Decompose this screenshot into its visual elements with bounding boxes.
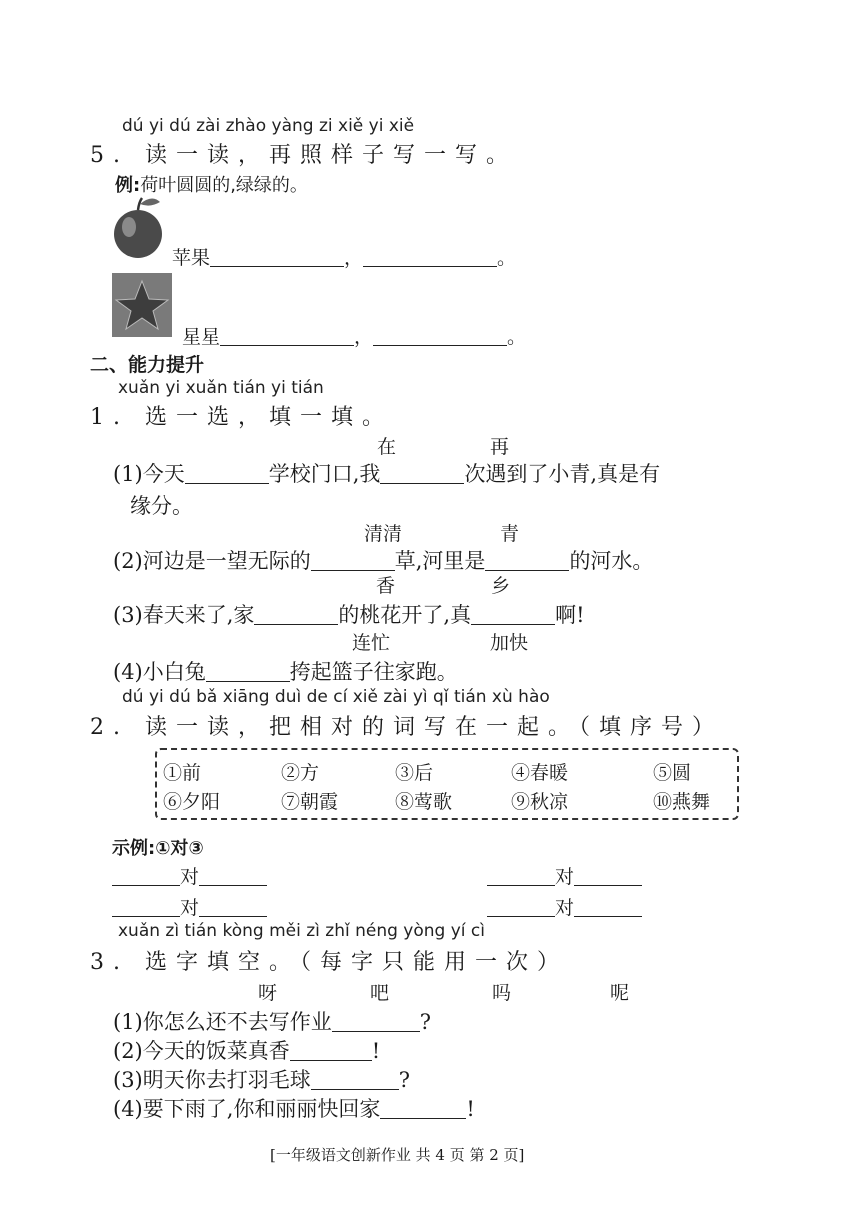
pair-row [112, 893, 267, 920]
q5-pinyin: dú yi dú zài zhào yàng zi xiě yi xiě [122, 116, 415, 136]
sentence-text: 的河水。 [569, 549, 654, 573]
sentence-text: (1)今天 [113, 462, 185, 486]
answer-blank[interactable] [380, 1098, 466, 1119]
sentence-text: 挎起篮子往家跑。 [289, 660, 458, 684]
sentence-text: 次遇到了小青,真是有 [464, 462, 661, 486]
pair-word: 对 [555, 897, 575, 919]
comma: ， [354, 326, 374, 348]
option: 加快 [490, 632, 529, 654]
period: 。 [497, 247, 517, 269]
sentence-text: (2)河边是一望无际的 [113, 549, 311, 573]
answer-blank[interactable] [471, 604, 555, 625]
pair-row [112, 862, 267, 889]
q3-sentence-2 [113, 1035, 380, 1065]
answer-blank[interactable] [185, 463, 269, 484]
option: 清清 [364, 523, 403, 545]
answer-blank[interactable] [311, 1069, 399, 1090]
sentence-end: ! [466, 1097, 475, 1121]
answer-blank[interactable] [574, 865, 642, 886]
sentence-text: (4)小白兔 [113, 660, 206, 684]
answer-blank[interactable] [363, 246, 497, 267]
answer-blank[interactable] [199, 896, 267, 917]
sentence-end: ? [419, 1010, 432, 1034]
answer-blank[interactable] [112, 865, 180, 886]
item-label: 星星 [182, 326, 221, 348]
apple-icon [112, 194, 164, 260]
answer-blank[interactable] [485, 550, 569, 571]
word-item: ⑨秋凉 [511, 791, 569, 813]
word-box [155, 748, 739, 820]
word-item: ⑧莺歌 [395, 791, 453, 813]
q2-pinyin: dú yi dú bǎ xiāng duì de cí xiě zài yì qǐ tián xù hào [122, 687, 550, 707]
q3-title: 3. 选字填空。（每字只能用一次） [90, 950, 568, 975]
sentence-1-cont: 缘分。 [130, 494, 193, 518]
sentence-3 [113, 599, 585, 629]
pair-row [487, 862, 642, 889]
item-label: 苹果 [172, 247, 211, 269]
word-item: ⑦朝霞 [281, 791, 339, 813]
answer-blank[interactable] [254, 604, 338, 625]
answer-blank[interactable] [112, 896, 180, 917]
option: 在 [377, 436, 397, 458]
sentence-text: 草,河里是 [394, 549, 486, 573]
option: 吗 [492, 982, 512, 1004]
section-title: 二、能力提升 [90, 354, 205, 376]
q3-sentence-4 [113, 1093, 475, 1123]
q2-example: 示例:①对③ [112, 838, 204, 859]
option: 青 [500, 523, 520, 545]
q2-title: 2. 读一读，把相对的词写在一起。（填序号） [90, 715, 723, 740]
sentence-end: ! [371, 1039, 381, 1063]
option: 乡 [491, 575, 511, 597]
answer-blank[interactable] [487, 896, 555, 917]
pair-word: 对 [180, 897, 200, 919]
word-item: ②方 [281, 762, 320, 784]
sentence-text: (3)春天来了,家 [113, 603, 255, 627]
star-icon [112, 273, 172, 337]
option: 吧 [370, 982, 390, 1004]
option: 香 [376, 575, 396, 597]
sentence-end: ? [398, 1068, 411, 1092]
answer-blank[interactable] [290, 1040, 372, 1061]
page-footer: [一年级语文创新作业 共 4 页 第 2 页] [270, 1146, 525, 1164]
sentence-text: 的桃花开了,真 [338, 603, 472, 627]
example-text: 荷叶圆圆的,绿绿的。 [140, 175, 308, 196]
q3-pinyin: xuǎn zì tián kòng měi zì zhǐ néng yòng yí cì [118, 921, 485, 941]
comma: ， [344, 247, 364, 269]
answer-blank[interactable] [210, 246, 344, 267]
sentence-text: (1)你怎么还不去写作业 [113, 1010, 332, 1034]
q1-title: 1. 选一选，填一填。 [90, 405, 393, 430]
q5-title: 5. 读一读，再照样子写一写。 [90, 143, 517, 168]
example-label: 例: [115, 175, 141, 196]
answer-blank[interactable] [574, 896, 642, 917]
sentence-4 [113, 656, 458, 686]
word-item: ⑤圆 [653, 762, 692, 784]
answer-blank[interactable] [332, 1011, 420, 1032]
answer-blank[interactable] [220, 325, 354, 346]
q1-pinyin: xuǎn yi xuǎn tián yi tián [118, 378, 324, 398]
q3-sentence-3 [113, 1064, 410, 1094]
sentence-text: (3)明天你去打羽毛球 [113, 1068, 311, 1092]
sentence-text: (2)今天的饭菜真香 [113, 1039, 290, 1063]
pair-row [487, 893, 642, 920]
q5-item-apple [172, 243, 516, 270]
answer-blank[interactable] [487, 865, 555, 886]
word-item: ⑥夕阳 [163, 791, 221, 813]
word-item: ④春暖 [511, 762, 569, 784]
word-item: ①前 [163, 762, 202, 784]
q3-sentence-1 [113, 1006, 431, 1036]
q5-item-star [182, 322, 526, 349]
period: 。 [507, 326, 527, 348]
option: 呀 [258, 982, 278, 1004]
pair-word: 对 [180, 866, 200, 888]
option: 连忙 [352, 632, 391, 654]
sentence-text: (4)要下雨了,你和丽丽快回家 [113, 1097, 381, 1121]
sentence-text: 啊! [555, 603, 585, 627]
answer-blank[interactable] [380, 463, 464, 484]
sentence-text: 学校门口,我 [268, 462, 381, 486]
answer-blank[interactable] [199, 865, 267, 886]
sentence-1 [113, 458, 660, 488]
answer-blank[interactable] [373, 325, 507, 346]
answer-blank[interactable] [311, 550, 395, 571]
word-item: ③后 [395, 762, 434, 784]
option: 再 [490, 436, 510, 458]
pair-word: 对 [555, 866, 575, 888]
answer-blank[interactable] [206, 661, 290, 682]
word-item: ⑩燕舞 [653, 791, 711, 813]
option: 呢 [610, 982, 630, 1004]
